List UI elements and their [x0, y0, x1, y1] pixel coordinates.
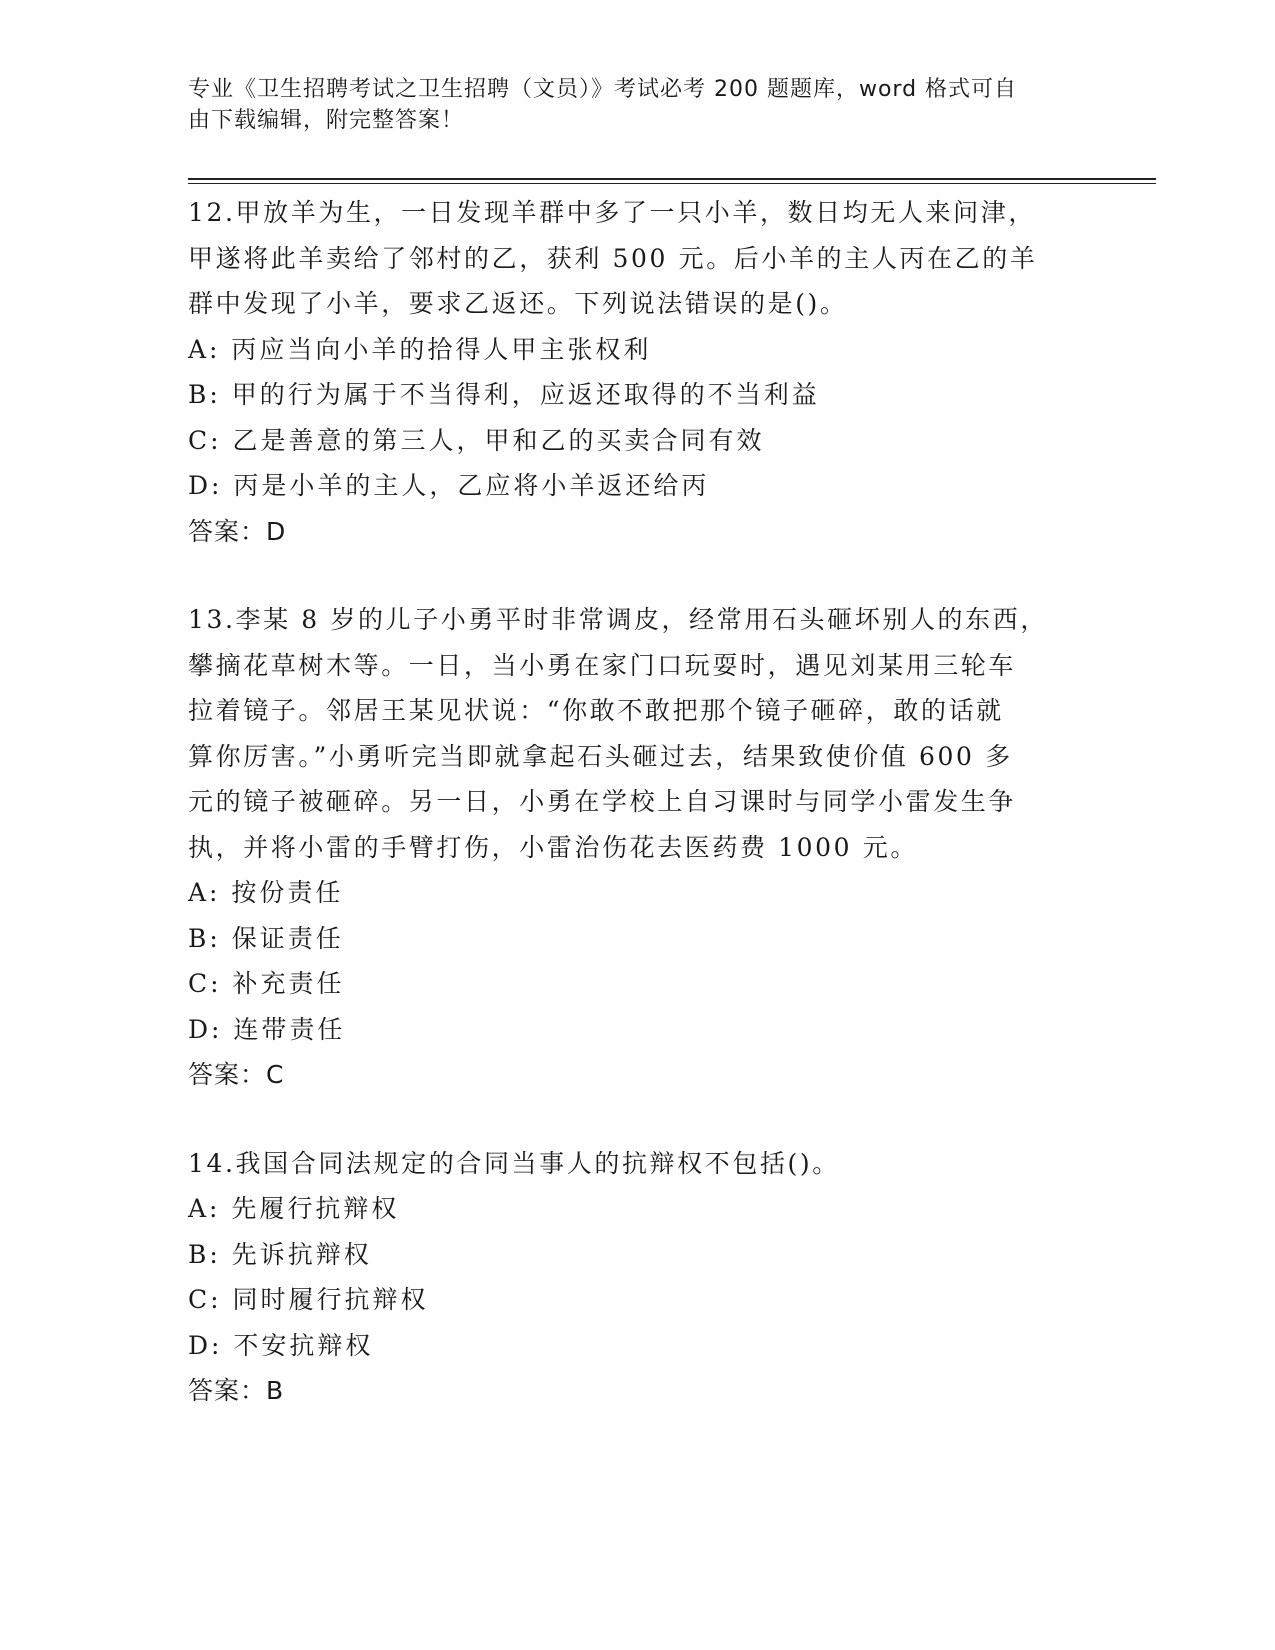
option-b: B: 保证责任 — [188, 923, 344, 953]
question-list — [188, 190, 1068, 1457]
option-b: B: 甲的行为属于不当得利，应返还取得的不当利益 — [188, 380, 820, 409]
stem-line: 拉着镜子。邻居王某见状说：“你敢不敢把那个镜子砸碎，敢的话就 — [188, 696, 1004, 725]
stem-line: 元的镜子被砸碎。另一日，小勇在学校上自习课时与同学小雷发生争 — [188, 787, 1017, 816]
stem-line: 执，并将小雷的手臂打伤，小雷治伤花去医药费 1000 元。 — [188, 832, 918, 862]
option-c: C: 补充责任 — [188, 969, 345, 998]
answer-line: 答案：C — [188, 1060, 285, 1089]
option-c: C: 同时履行抗辩权 — [188, 1285, 429, 1314]
answer-line: 答案：B — [188, 1376, 285, 1405]
option-d: D: 连带责任 — [188, 1014, 346, 1044]
question-12 — [188, 190, 1068, 554]
question-stem — [188, 1141, 1068, 1187]
answer-line: 答案：D — [188, 516, 287, 546]
option-a: A: 按份责任 — [188, 878, 344, 907]
header-line: 由下载编辑，附完整答案！ — [188, 108, 465, 133]
stem-line: 12.甲放羊为生，一日发现羊群中多了一只小羊，数日均无人来问津， — [188, 198, 1036, 227]
option-a: A: 先履行抗辩权 — [188, 1194, 400, 1223]
stem-line: 算你厉害。”小勇听完当即就拿起石头砸过去，结果致使价值 600 多 — [188, 741, 1013, 771]
stem-line: 13.李某 8 岁的儿子小勇平时非常调皮，经常用石头砸坏别人的东西， — [188, 605, 1048, 634]
stem-line: 甲遂将此羊卖给了邻村的乙，获利 500 元。后小羊的主人丙在乙的羊 — [188, 243, 1038, 273]
option-a: A: 丙应当向小羊的拾得人甲主张权利 — [188, 334, 652, 364]
page-header — [188, 74, 1068, 136]
stem-line: 攀摘花草树木等。一日，当小勇在家门口玩耍时，遇见刘某用三轮车 — [188, 650, 1017, 680]
header-divider-thin — [188, 183, 1156, 184]
question-stem — [188, 597, 1068, 870]
option-d: D: 丙是小羊的主人，乙应将小羊返还给丙 — [188, 471, 710, 500]
question-13 — [188, 597, 1068, 1098]
question-14 — [188, 1141, 1068, 1414]
option-b: B: 先诉抗辩权 — [188, 1239, 372, 1269]
stem-line: 群中发现了小羊，要求乙返还。下列说法错误的是()。 — [188, 289, 848, 318]
stem-line: 14.我国合同法规定的合同当事人的抗辩权不包括()。 — [188, 1148, 840, 1178]
option-d: D: 不安抗辩权 — [188, 1330, 374, 1360]
option-c: C: 乙是善意的第三人，甲和乙的买卖合同有效 — [188, 425, 765, 455]
question-stem — [188, 190, 1068, 327]
header-divider-thick — [188, 178, 1156, 180]
header-line: 专业《卫生招聘考试之卫生招聘（文员）》考试必考 200 题题库，word 格式可自 — [188, 77, 1018, 102]
